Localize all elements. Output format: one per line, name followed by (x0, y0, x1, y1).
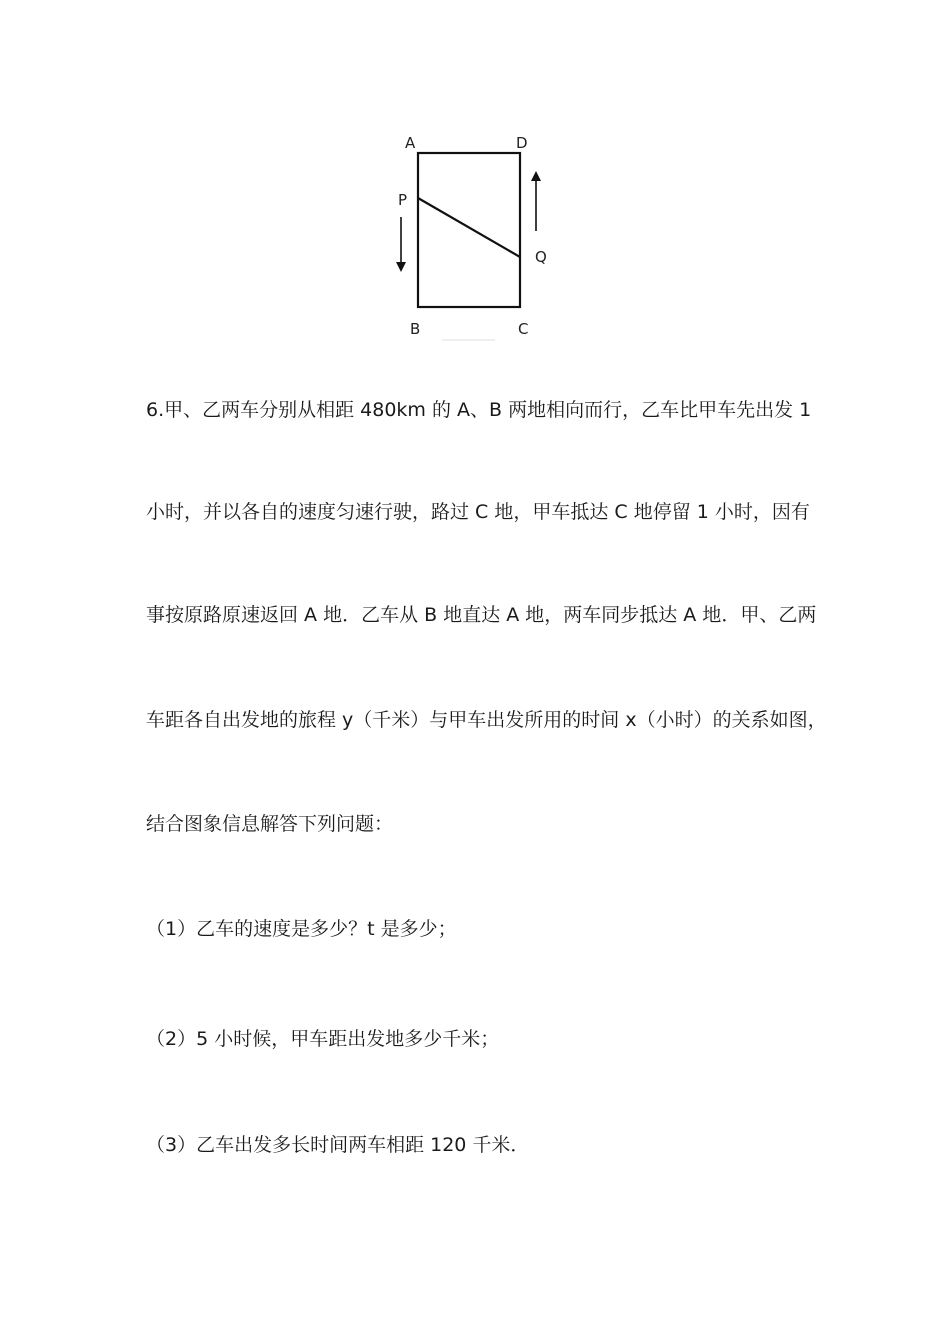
question-2: （2）5 小时候，甲车距出发地多少千米； (146, 1028, 500, 1050)
label-q: Q (535, 248, 547, 266)
question-3: （3）乙车出发多长时间两车相距 120 千米． (146, 1134, 530, 1156)
rectangle-abcd (418, 153, 520, 307)
arrow-down-icon (396, 262, 406, 272)
question-1: （1）乙车的速度是多少？t 是多少； (146, 918, 457, 940)
label-d: D (516, 134, 528, 152)
problem-line-3: 事按原路原速返回 A 地．乙车从 B 地直达 A 地，两车同步抵达 A 地．甲、乙两 (146, 604, 817, 626)
arrow-up-icon (531, 171, 541, 181)
rectangle-figure (380, 125, 580, 345)
problem-line-5: 结合图象信息解答下列问题： (146, 813, 394, 835)
problem-line-1: 6.甲、乙两车分别从相距 480km 的 A、B 两地相向而行，乙车比甲车先出发 1 (146, 399, 812, 421)
rectangle-diagram (380, 125, 580, 345)
label-p: P (398, 191, 408, 209)
label-c: C (518, 320, 529, 338)
problem-line-2: 小时，并以各自的速度匀速行驶，路过 C 地，甲车抵达 C 地停留 1 小时，因有 (146, 501, 810, 523)
label-b: B (410, 320, 421, 338)
problem-line-4: 车距各自出发地的旅程 y（千米）与甲车出发所用的时间 x（小时）的关系如图， (146, 709, 827, 731)
label-a: A (405, 134, 416, 152)
segment-pq (418, 198, 520, 257)
